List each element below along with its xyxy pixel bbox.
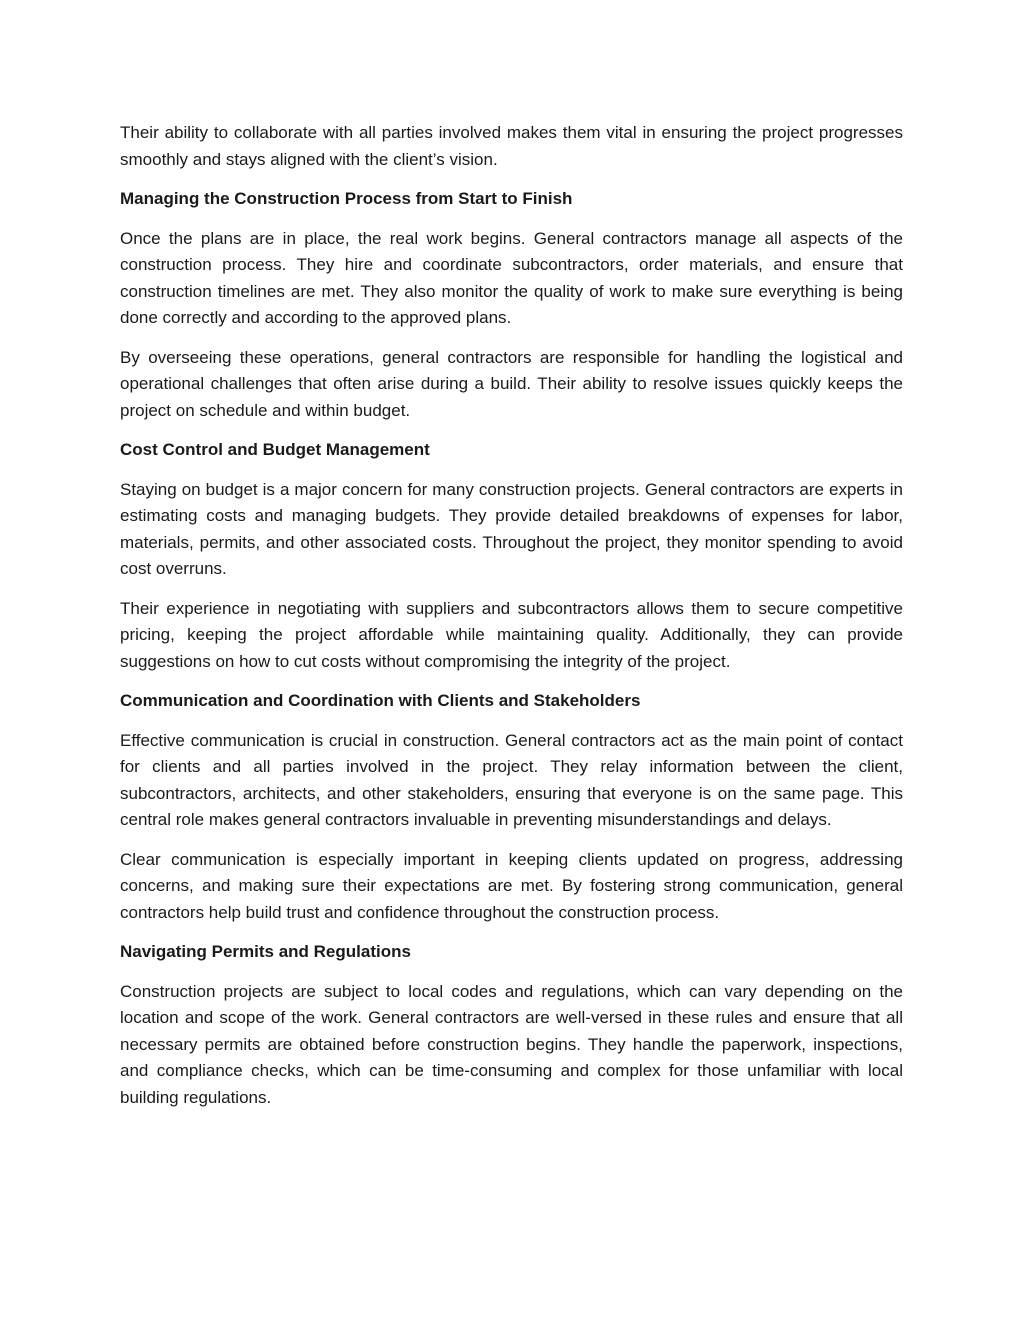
heading-cost-control: Cost Control and Budget Management (120, 440, 430, 459)
paragraph-collaboration: Their ability to collaborate with all parties involved makes them vital in ensuring the project progresses smoothly and stays aligned with the client’s vision. (120, 123, 903, 169)
paragraph-effective-communication: Effective communication is crucial in construction. General contractors act as the main point of contact for clients and all parties involved in the project. They relay information between the client, subcontractors, architects, and other stakeholders, ensuring that everyone is on the same page. This central role makes general contractors invaluable in preventing misunderstandings and delays. (120, 730, 903, 829)
paragraph-negotiating: Their experience in negotiating with suppliers and subcontractors allows them to secure competitive pricing, keeping the project affordable while maintaining quality. Additionally, they can provide suggestions on how to cut costs without compromising the integrity of the project. (120, 598, 903, 671)
document-page (120, 120, 903, 1124)
paragraph-staying-on-budget: Staying on budget is a major concern for many construction projects. General contractors are experts in estimating costs and managing budgets. They provide detailed breakdowns of expenses for labor, materials, permits, and other associated costs. Throughout the project, they monitor spending to avoid cost overruns. (120, 479, 903, 578)
paragraph-permits-regulations: Construction projects are subject to local codes and regulations, which can vary depending on the location and scope of the work. General contractors are well-versed in these rules and ensure that all necessary permits are obtained before construction begins. They handle the paperwork, inspections, and compliance checks, which can be time-consuming and complex for those unfamiliar with local building regulations. (120, 981, 903, 1107)
heading-managing-construction: Managing the Construction Process from Start to Finish (120, 189, 573, 208)
paragraph-overseeing-operations: By overseeing these operations, general contractors are responsible for handling the logistical and operational challenges that often arise during a build. Their ability to resolve issues quickly keeps the project on schedule and within budget. (120, 347, 903, 420)
paragraph-managing-process: Once the plans are in place, the real work begins. General contractors manage all aspects of the construction process. They hire and coordinate subcontractors, order materials, and ensure that construction timelines are met. They also monitor the quality of work to make sure everything is being done correctly and according to the approved plans. (120, 228, 903, 327)
heading-communication: Communication and Coordination with Clients and Stakeholders (120, 691, 641, 710)
paragraph-clear-communication: Clear communication is especially important in keeping clients updated on progress, addressing concerns, and making sure their expectations are met. By fostering strong communication, general contractors help build trust and confidence throughout the construction process. (120, 849, 903, 922)
heading-permits: Navigating Permits and Regulations (120, 942, 411, 961)
